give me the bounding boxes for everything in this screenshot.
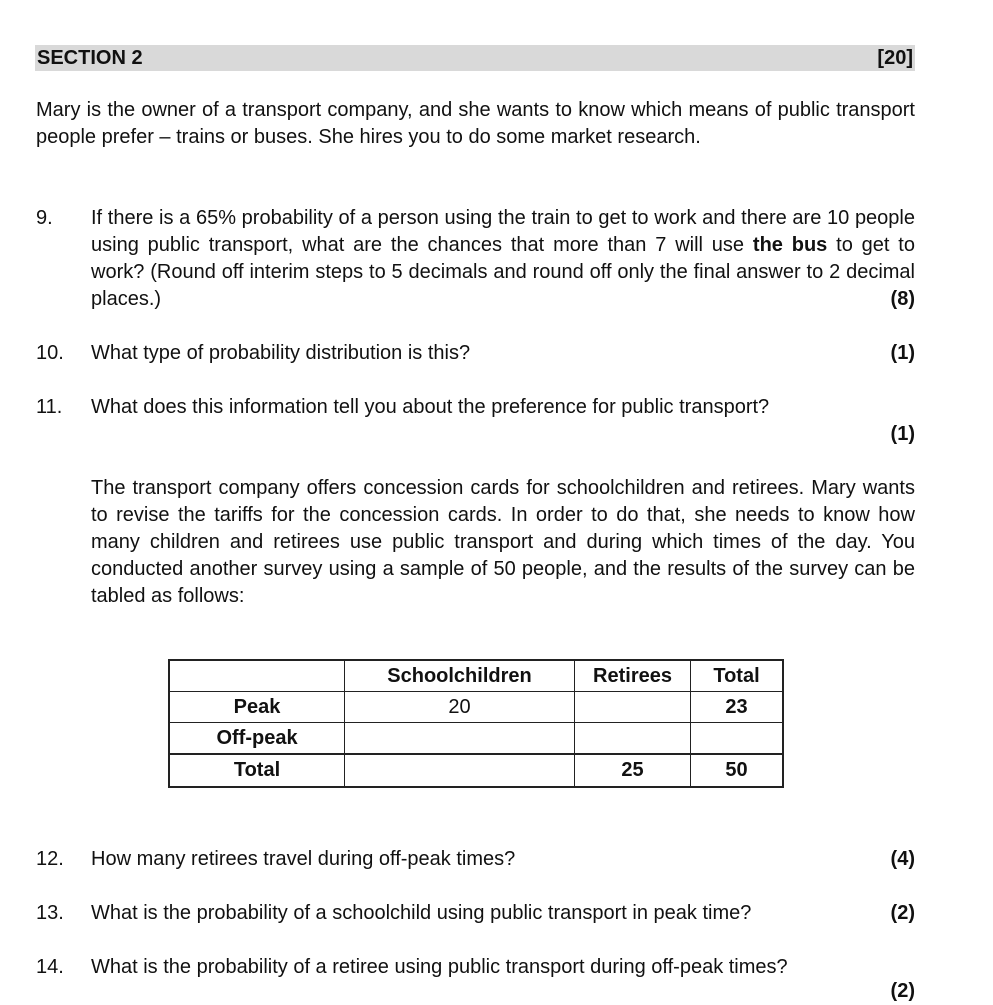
question-14-number: 14. — [36, 956, 64, 978]
question-9-text: If there is a 65% probability of a person using the train to get to work and there are 10 people using public transport, what are the chances that more than 7 will use the bus to get to work? (Round off interim steps to 5 decimals and round off only the final answer to 2 decimal places.) — [91, 207, 915, 310]
question-10-number: 10. — [36, 342, 64, 364]
table-cell — [575, 723, 691, 755]
question-12-marks: (4) — [890, 848, 915, 870]
question-11-number: 11. — [36, 396, 63, 418]
table-row-label: Off-peak — [169, 723, 345, 755]
table-header-row — [169, 660, 783, 692]
table-header-cell — [169, 660, 345, 692]
question-9-emphasis: the bus — [752, 234, 828, 256]
survey-intro-paragraph: The transport company offers concession cards for schoolchildren and retirees. Mary wants to revise the tariffs for the concession cards. In order to do that, she needs to know how many children and retirees use public transport and during which times of the day. You conducted another survey using a sample of 50 people, and the results of the survey can be tabled as follows: — [91, 477, 915, 607]
table-cell: 20 — [345, 692, 575, 723]
section-title: SECTION 2 — [37, 47, 143, 69]
question-11-marks: (1) — [890, 423, 915, 445]
survey-table — [168, 659, 784, 788]
intro-paragraph: Mary is the owner of a transport company, and she wants to know which means of public transport people prefer – trains or buses. She hires you to do some market research. — [36, 99, 915, 148]
table-row — [169, 754, 783, 787]
table-header-cell: Retirees — [575, 660, 691, 692]
question-9-number: 9. — [36, 207, 53, 229]
table-cell — [691, 723, 784, 755]
question-9-marks: (8) — [890, 288, 915, 310]
question-11-text: What does this information tell you about the preference for public transport? — [91, 396, 770, 418]
question-12-text: How many retirees travel during off-peak times? — [91, 848, 516, 870]
table-cell: 50 — [691, 754, 784, 787]
table-row-label: Peak — [169, 692, 345, 723]
question-10-marks: (1) — [890, 342, 915, 364]
table-cell — [345, 754, 575, 787]
table-cell — [345, 723, 575, 755]
table-header-cell: Total — [691, 660, 784, 692]
table-cell: 25 — [575, 754, 691, 787]
section-marks: [20] — [877, 47, 913, 69]
table-row — [169, 723, 783, 755]
question-14-text: What is the probability of a retiree using public transport during off-peak times? — [91, 956, 788, 978]
question-13-number: 13. — [36, 902, 64, 924]
question-13-marks: (2) — [890, 902, 915, 924]
table-row-label: Total — [169, 754, 345, 787]
table-cell — [575, 692, 691, 723]
question-14-marks: (2) — [890, 980, 915, 1002]
question-12-number: 12. — [36, 848, 64, 870]
table-cell: 23 — [691, 692, 784, 723]
table-header-cell: Schoolchildren — [345, 660, 575, 692]
question-10-text: What type of probability distribution is this? — [91, 342, 471, 364]
table-row — [169, 692, 783, 723]
question-13-text: What is the probability of a schoolchild using public transport in peak time? — [91, 902, 752, 924]
section-header — [35, 45, 915, 71]
